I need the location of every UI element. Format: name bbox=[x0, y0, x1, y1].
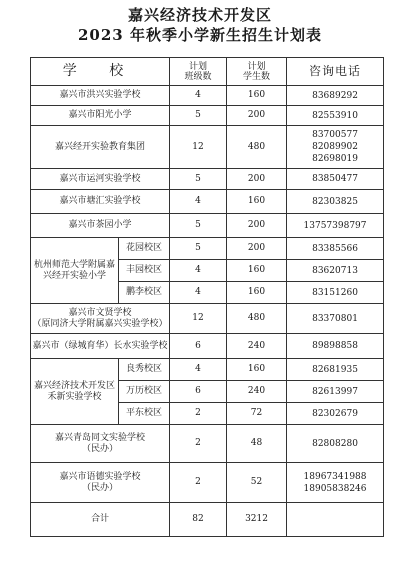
table-row bbox=[31, 86, 384, 106]
class-count: 5 bbox=[170, 169, 227, 190]
campus-name: 平东校区 bbox=[119, 403, 170, 425]
table-row bbox=[31, 126, 384, 169]
school-name: 嘉兴市洪兴实验学校 bbox=[31, 86, 170, 106]
phone-number: 83850477 bbox=[287, 169, 384, 190]
phone-number: 82681935 bbox=[287, 359, 384, 381]
enrollment-table bbox=[30, 57, 384, 537]
phone-number: 89898858 bbox=[287, 334, 384, 359]
school-name: 嘉兴市茶园小学 bbox=[31, 214, 170, 238]
campus-name: 花园校区 bbox=[119, 238, 170, 260]
campus-name: 万历校区 bbox=[119, 381, 170, 403]
class-count: 4 bbox=[170, 282, 227, 304]
phone-number: 82808280 bbox=[287, 425, 384, 463]
title-line1: 嘉兴经济技术开发区 bbox=[127, 6, 272, 24]
school-name: 嘉兴经济技术开发区 禾新实验学校 bbox=[31, 359, 119, 425]
school-name: 嘉兴青岛同文实验学校 （民办） bbox=[31, 425, 170, 463]
school-name: 嘉兴市语德实验学校 （民办） bbox=[31, 463, 170, 503]
phone-number: 83385566 bbox=[287, 238, 384, 260]
table-row bbox=[31, 106, 384, 126]
table-row bbox=[31, 359, 384, 381]
school-name: 杭州师范大学附属嘉 兴经开实验小学 bbox=[31, 238, 119, 304]
student-count: 48 bbox=[227, 425, 287, 463]
table-row bbox=[31, 463, 384, 503]
phone-number: 83689292 bbox=[287, 86, 384, 106]
phone-number: 82553910 bbox=[287, 106, 384, 126]
header-students: 计划 学生数 bbox=[227, 58, 287, 86]
header-phone: 咨询电话 bbox=[287, 58, 384, 86]
header-classes: 计划 班级数 bbox=[170, 58, 227, 86]
class-count: 12 bbox=[170, 126, 227, 169]
school-name: 嘉兴市阳光小学 bbox=[31, 106, 170, 126]
phone-number: 83620713 bbox=[287, 260, 384, 282]
student-count: 160 bbox=[227, 282, 287, 304]
table-row bbox=[31, 214, 384, 238]
school-name: 嘉兴经开实验教育集团 bbox=[31, 126, 170, 169]
phone-number: 82302679 bbox=[287, 403, 384, 425]
table-row bbox=[31, 238, 384, 260]
total-label: 合计 bbox=[31, 503, 170, 537]
phone-number: 18967341988 18905838246 bbox=[287, 463, 384, 503]
table-row bbox=[31, 425, 384, 463]
phone-number: 83370801 bbox=[287, 304, 384, 334]
class-count: 2 bbox=[170, 463, 227, 503]
phone-number: 82303825 bbox=[287, 190, 384, 214]
student-count: 480 bbox=[227, 304, 287, 334]
student-count: 240 bbox=[227, 334, 287, 359]
school-name: 嘉兴市运河实验学校 bbox=[31, 169, 170, 190]
class-count: 6 bbox=[170, 381, 227, 403]
student-count: 160 bbox=[227, 260, 287, 282]
student-count: 160 bbox=[227, 190, 287, 214]
phone-number: 83151260 bbox=[287, 282, 384, 304]
class-count: 4 bbox=[170, 359, 227, 381]
student-count: 72 bbox=[227, 403, 287, 425]
campus-name: 良秀校区 bbox=[119, 359, 170, 381]
title-line2: 2023 年秋季小学新生招生计划表 bbox=[78, 26, 322, 44]
phone-number: 82613997 bbox=[287, 381, 384, 403]
student-count: 52 bbox=[227, 463, 287, 503]
table-row bbox=[31, 304, 384, 334]
campus-name: 丰园校区 bbox=[119, 260, 170, 282]
school-name: 嘉兴市文贤学校 （原同济大学附属嘉兴实验学校） bbox=[31, 304, 170, 334]
class-count: 2 bbox=[170, 425, 227, 463]
table-row bbox=[31, 190, 384, 214]
class-count: 12 bbox=[170, 304, 227, 334]
header-school: 学 校 bbox=[31, 58, 170, 86]
school-name: 嘉兴市（绿城育华）长水实验学校 bbox=[31, 334, 170, 359]
class-count: 6 bbox=[170, 334, 227, 359]
total-students: 3212 bbox=[227, 503, 287, 537]
total-classes: 82 bbox=[170, 503, 227, 537]
student-count: 200 bbox=[227, 238, 287, 260]
student-count: 200 bbox=[227, 106, 287, 126]
class-count: 4 bbox=[170, 190, 227, 214]
class-count: 5 bbox=[170, 106, 227, 126]
student-count: 200 bbox=[227, 169, 287, 190]
class-count: 5 bbox=[170, 238, 227, 260]
student-count: 240 bbox=[227, 381, 287, 403]
total-phone bbox=[287, 503, 384, 537]
phone-number: 83700577 82089902 82698019 bbox=[287, 126, 384, 169]
table-row bbox=[31, 169, 384, 190]
school-name: 嘉兴市塘汇实验学校 bbox=[31, 190, 170, 214]
class-count: 5 bbox=[170, 214, 227, 238]
class-count: 4 bbox=[170, 260, 227, 282]
class-count: 2 bbox=[170, 403, 227, 425]
student-count: 160 bbox=[227, 359, 287, 381]
student-count: 200 bbox=[227, 214, 287, 238]
class-count: 4 bbox=[170, 86, 227, 106]
campus-name: 鹏李校区 bbox=[119, 282, 170, 304]
table-row bbox=[31, 334, 384, 359]
total-row bbox=[31, 503, 384, 537]
header-row bbox=[31, 58, 384, 86]
phone-number: 13757398797 bbox=[287, 214, 384, 238]
student-count: 480 bbox=[227, 126, 287, 169]
student-count: 160 bbox=[227, 86, 287, 106]
